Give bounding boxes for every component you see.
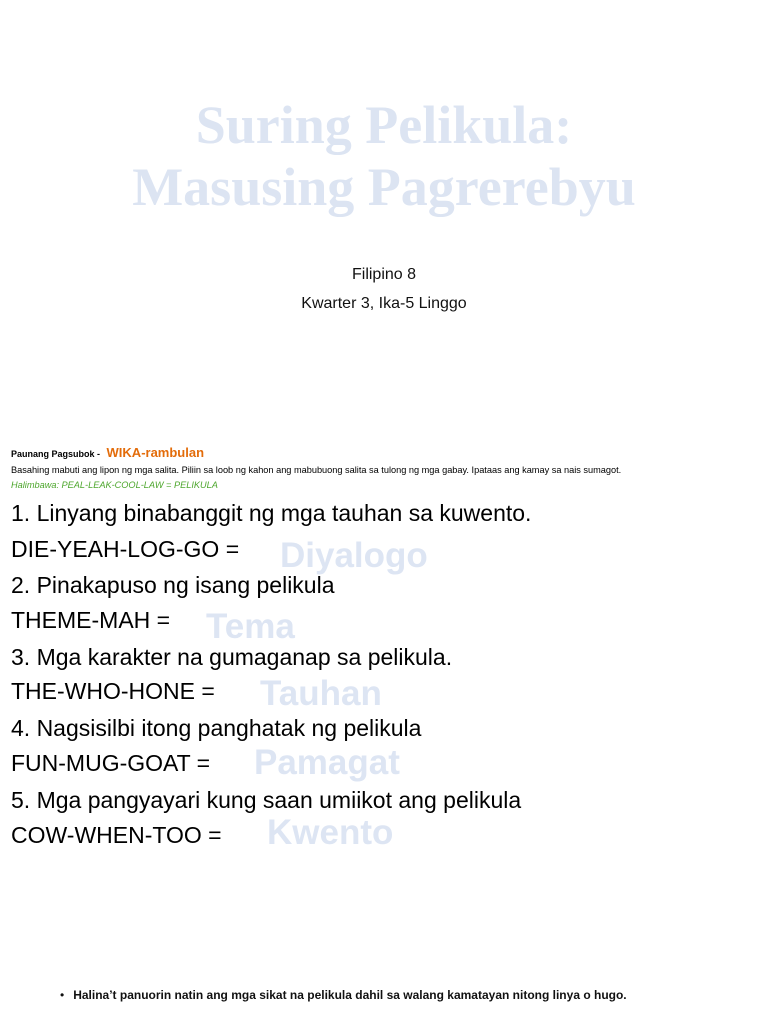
instructions-text: Basahing mabuti ang lipon ng mga salita. Piliin sa loob ng kahon ang mabubuong salita sa tulong ng mga gabay. Ipataas ang kamay sa nais sumagot.: [11, 465, 622, 475]
item-prompt: THEME-MAH =: [11, 607, 171, 633]
course-subtitle: Filipino 8: [351, 266, 417, 283]
item-clue: 2. Pinakapuso ng isang pelikula: [11, 572, 335, 598]
item-clue: 3. Mga karakter na gumaganap sa pelikula.: [11, 644, 453, 670]
title-line-2: Masusing Pagrerebyu: [132, 157, 636, 217]
item-clue: 4. Nagsisilbi itong panghatak ng pelikula: [11, 715, 422, 741]
item-prompt: COW-WHEN-TOO =: [11, 822, 222, 848]
item-answer: Kwento: [267, 813, 394, 852]
slide-title: [0, 94, 768, 218]
item-answer: Tema: [206, 607, 295, 646]
pretest-label: Paunang Pagsubok -: [11, 449, 101, 459]
item-answer: Pamagat: [254, 743, 400, 782]
pretest-header: [11, 445, 204, 460]
item-clue: 5. Mga pangyayari kung saan umiikot ang pelikula: [11, 787, 522, 813]
item-answer: Diyalogo: [280, 536, 428, 575]
item-prompt: FUN-MUG-GOAT =: [11, 750, 211, 776]
bullet-item: [60, 988, 627, 1002]
item-prompt: DIE-YEAH-LOG-GO =: [11, 536, 240, 562]
period-subtitle: Kwarter 3, Ika-5 Linggo: [301, 295, 467, 312]
example-text: Halimbawa: PEAL-LEAK-COOL-LAW = PELIKULA: [11, 480, 218, 490]
item-prompt: THE-WHO-HONE =: [11, 678, 215, 704]
item-answer: Tauhan: [260, 674, 382, 713]
bullet-text: Halina’t panuorin natin ang mga sikat na pelikula dahil sa walang kamatayan nitong linya o hugo.: [73, 988, 627, 1002]
title-line-1: Suring Pelikula:: [195, 95, 573, 155]
item-clue: 1. Linyang binabanggit ng mga tauhan sa kuwento.: [11, 500, 532, 526]
bullet-marker: •: [60, 988, 65, 1002]
activity-name: WIKA-rambulan: [106, 445, 205, 460]
